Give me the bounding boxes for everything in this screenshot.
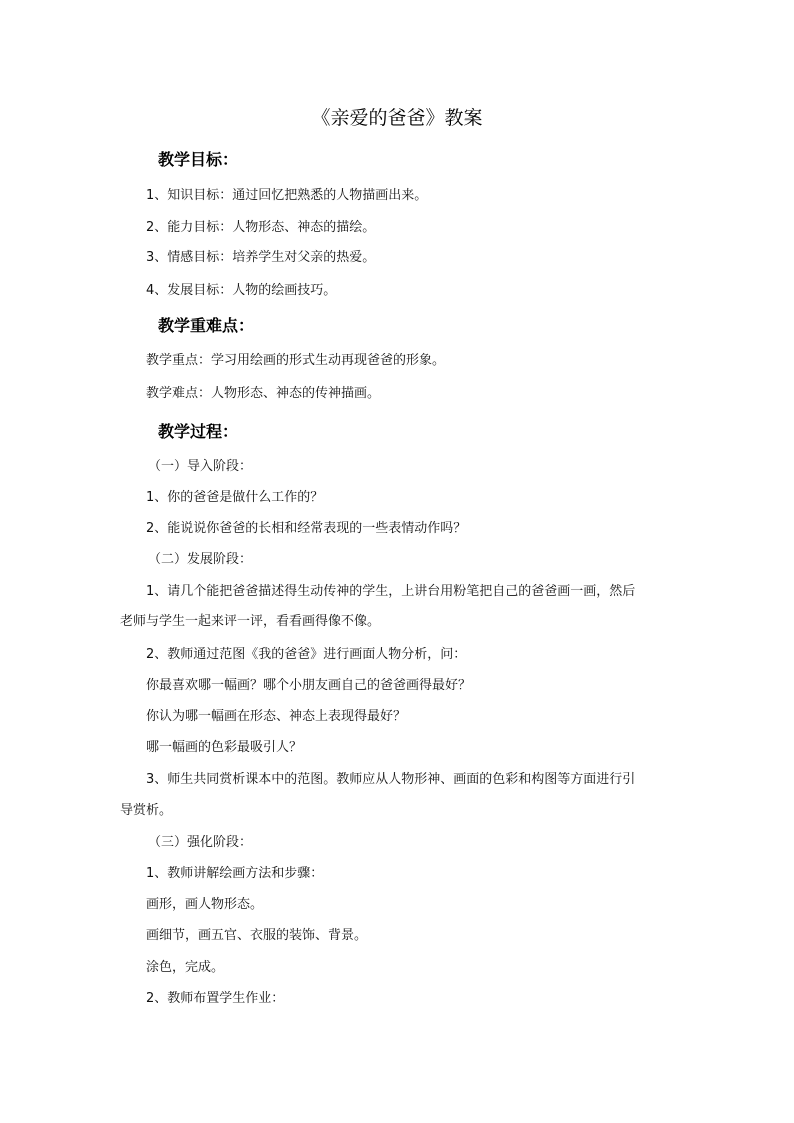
- question-item: 你最喜欢哪一幅画？哪个小朋友画自己的爸爸画得最好？: [146, 678, 472, 693]
- step-item: 涂色，完成。: [146, 960, 225, 975]
- document-title: 《亲爱的爸爸》教案: [311, 107, 483, 129]
- objective-item: 2、能力目标：人物形态、神态的描绘。: [146, 220, 376, 235]
- question-item: 你认为哪一幅画在形态、神态上表现得最好？: [146, 709, 407, 724]
- stage-item: 3、师生共同赏析课本中的范图。教师应从人物形神、画面的色彩和构图等方面进行引: [146, 772, 636, 787]
- question-item: 哪一幅画的色彩最吸引人？: [146, 740, 303, 755]
- objectives-heading: 教学目标：: [158, 150, 239, 169]
- stage-item: 1、你的爸爸是做什么工作的？: [146, 490, 324, 505]
- key-point-item: 教学重点：学习用绘画的形式生动再现爸爸的形象。: [146, 353, 446, 368]
- stage-item: 2、能说说你爸爸的长相和经常表现的一些表情动作吗？: [146, 521, 467, 536]
- stage-item-continuation: 老师与学生一起来评一评，看看画得像不像。: [120, 614, 381, 629]
- process-heading: 教学过程：: [158, 422, 239, 441]
- stage-label: （二）发展阶段：: [148, 552, 253, 567]
- objective-item: 1、知识目标：通过回忆把熟悉的人物描画出来。: [146, 188, 428, 203]
- stage-item: 2、教师布置学生作业：: [146, 991, 285, 1006]
- step-item: 画细节，画五官、衣服的装饰、背景。: [146, 928, 368, 943]
- stage-item-continuation: 导赏析。: [120, 803, 173, 818]
- stage-label: （一）导入阶段：: [148, 459, 253, 474]
- key-point-item: 教学难点：人物形态、神态的传神描画。: [146, 386, 381, 401]
- stage-item: 1、请几个能把爸爸描述得生动传神的学生，上讲台用粉笔把自己的爸爸画一画，然后: [146, 584, 636, 599]
- stage-item: 2、教师通过范图《我的爸爸》进行画面人物分析，问：: [146, 647, 467, 662]
- key-points-heading: 教学重难点：: [158, 316, 255, 335]
- stage-item: 1、教师讲解绘画方法和步骤：: [146, 866, 324, 881]
- objective-item: 4、发展目标：人物的绘画技巧。: [146, 283, 337, 298]
- stage-label: （三）强化阶段：: [148, 835, 253, 850]
- objective-item: 3、情感目标：培养学生对父亲的热爱。: [146, 250, 376, 265]
- step-item: 画形，画人物形态。: [146, 897, 264, 912]
